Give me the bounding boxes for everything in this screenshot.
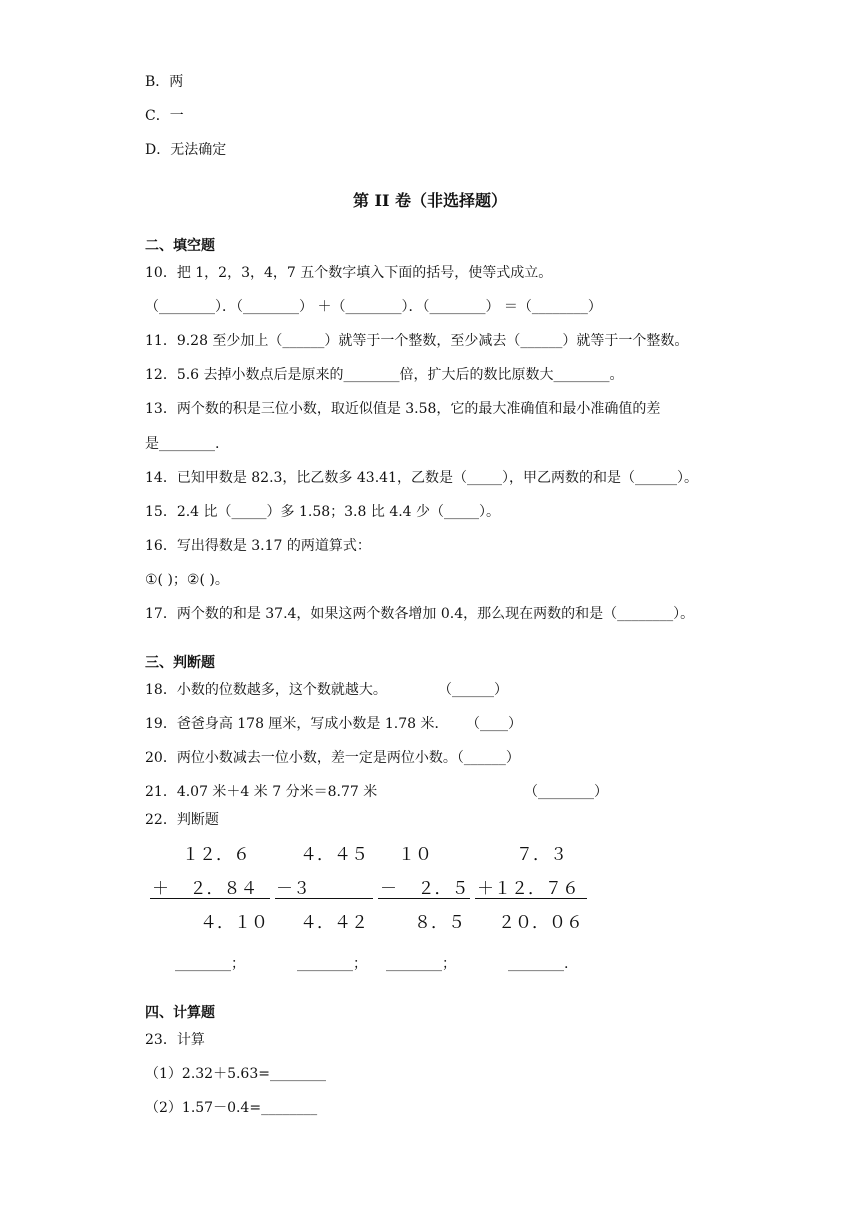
question-21-blank: （________）: [524, 784, 608, 800]
problem-2-operand: －３: [276, 879, 310, 899]
question-17: 17．两个数的和是 37.4，如果这两个数各增加 0.4，那么现在两数的和是（________）。: [145, 606, 695, 622]
question-19-blank: （____）: [466, 716, 522, 732]
question-18: 18．小数的位数越多，这个数就越大。: [145, 682, 387, 698]
problem-1-rule: [150, 898, 270, 899]
option-b: B．两: [145, 74, 184, 90]
problem-3-answer: ________；: [386, 956, 456, 972]
question-19: 19．爸爸身高 178 厘米，写成小数是 1.78 米．: [145, 716, 449, 732]
question-14: 14．已知甲数是 82.3，比乙数多 43.41，乙数是（_____），甲乙两数的和是（______）。: [145, 470, 698, 486]
question-15: 15．2.4 比（_____）多 1.58；3.8 比 4.4 少（_____）。: [145, 504, 501, 520]
question-12: 12．5.6 去掉小数点后是原来的________倍，扩大后的数比原数大________。: [145, 367, 624, 383]
question-21: 21．4.07 米＋4 米 7 分米＝8.77 米: [145, 784, 378, 800]
question-10-blanks: （________）．（________） ＋（________）．（________） ＝（________）: [145, 299, 602, 315]
question-11: 11．9.28 至少加上（______）就等于一个整数，至少减去（______）就等于一个整数。: [145, 333, 689, 349]
question-18-blank: （______）: [438, 682, 508, 698]
question-23: 23．计算: [145, 1032, 205, 1048]
question-16-blanks: ①( )；②( )。: [145, 572, 229, 588]
question-13-line-2: 是________.: [145, 436, 220, 452]
question-16: 16．写出得数是 3.17 的两道算式：: [145, 538, 371, 554]
section-heading-fill-blank: 二、填空题: [145, 238, 215, 254]
problem-2-top: ４．４５: [300, 845, 368, 865]
problem-2-rule: [275, 898, 373, 899]
section-heading-calculation: 四、计算题: [145, 1005, 215, 1021]
problem-4-rule: [475, 898, 587, 899]
problem-3-rule: [378, 898, 470, 899]
problem-4-operand: ＋１２．７６: [477, 879, 579, 899]
problem-2-result: ４．４２: [300, 913, 368, 933]
problem-1-result: ４．１０: [200, 913, 268, 933]
problem-1-top: １２．６: [182, 845, 250, 865]
problem-3-top: １０: [398, 845, 432, 865]
problem-2-answer: ________；: [297, 956, 367, 972]
problem-3-operand: － ２．５: [380, 879, 469, 899]
problem-3-result: ８．５: [414, 913, 465, 933]
problem-4-top: ７．３: [516, 845, 567, 865]
question-20: 20．两位小数减去一位小数，差一定是两位小数。（______）: [145, 750, 520, 766]
question-22: 22．判断题: [145, 812, 219, 828]
question-23-part-2: （2）1.57－0.4=________: [145, 1100, 318, 1116]
question-13-line-1: 13．两个数的积是三位小数，取近似值是 3.58，它的最大准确值和最小准确值的差: [145, 401, 661, 417]
problem-4-result: ２０．０６: [498, 913, 583, 933]
problem-1-operand: ＋ ２．８４: [152, 879, 258, 899]
question-23-part-1: （1）2.32＋5.63=________: [145, 1066, 326, 1082]
question-10: 10．把 1，2，3，4，7 五个数字填入下面的括号，使等式成立。: [145, 265, 553, 281]
option-c: C．一: [145, 108, 184, 124]
problem-1-answer: ________；: [175, 956, 245, 972]
section-heading-judgement: 三、判断题: [145, 655, 215, 671]
option-d: D．无法确定: [145, 142, 227, 158]
part-title: 第 II 卷（非选择题）: [352, 191, 508, 210]
problem-4-answer: ________.: [508, 956, 569, 972]
